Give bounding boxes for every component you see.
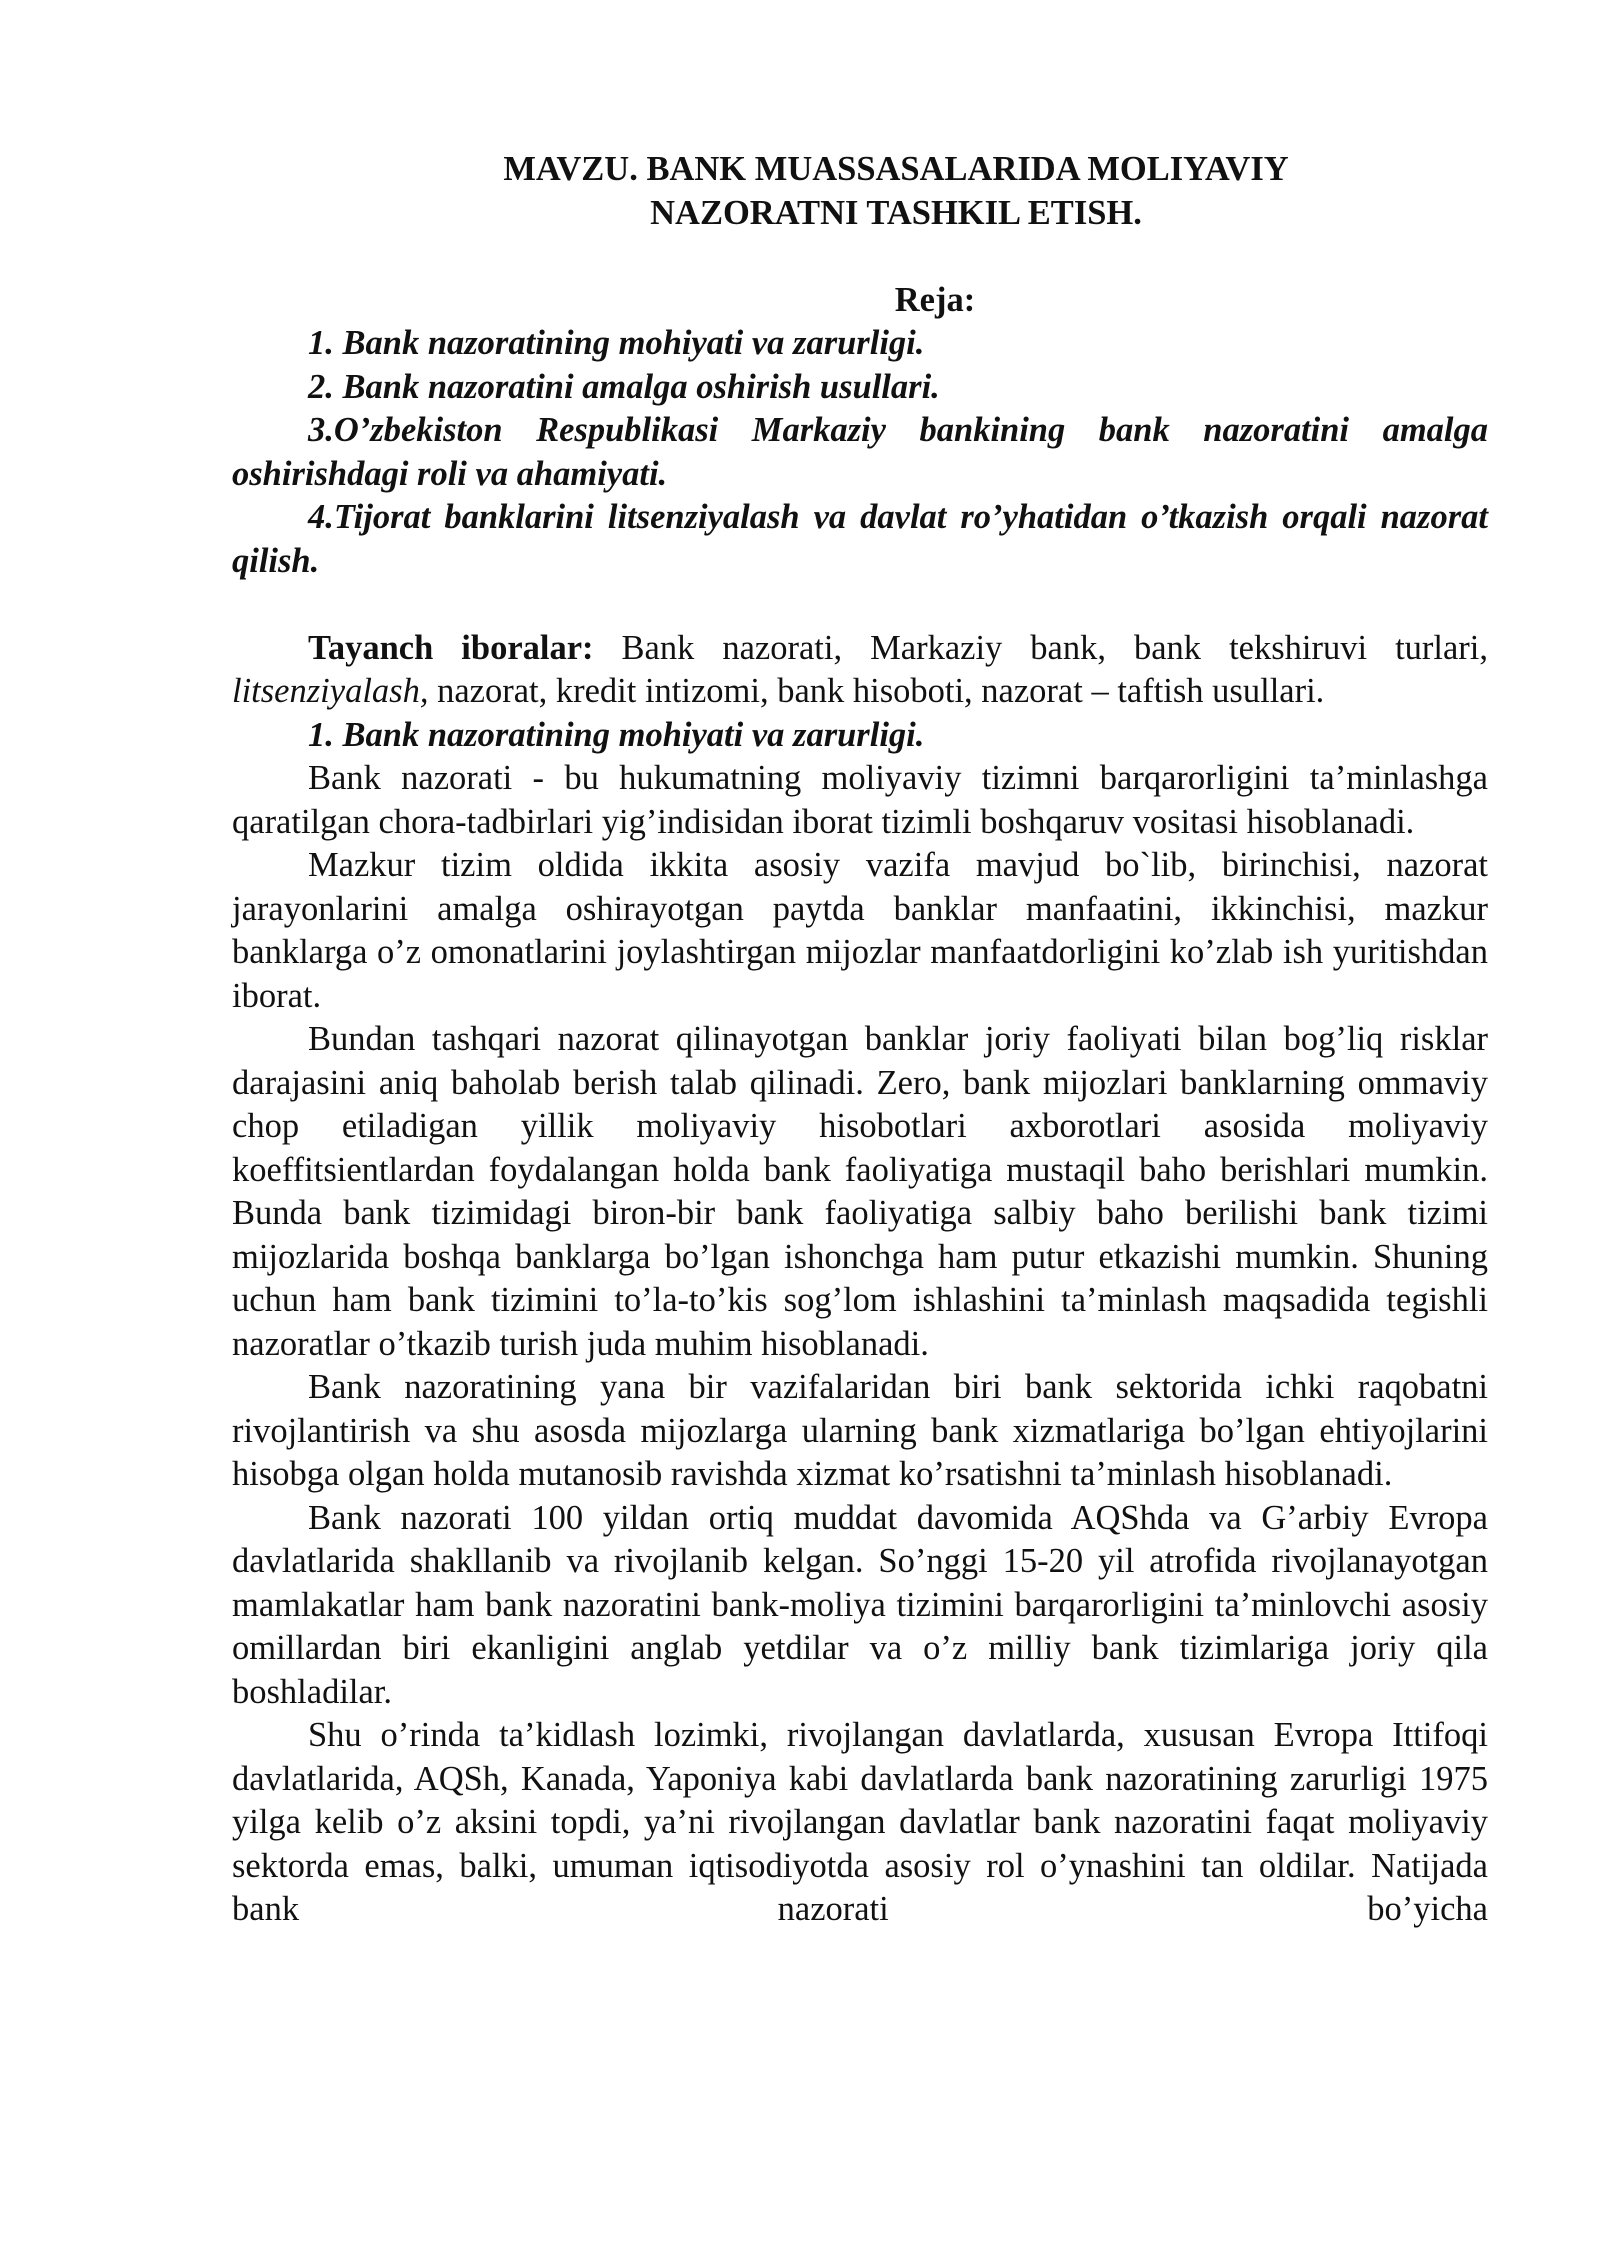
body-paragraph-3: Bundan tashqari nazorat qilinayotgan banklar joriy faoliyati bilan bog’liq risklar darajasini aniq baholab berish talab qilinadi. Zero, bank mijozlari banklarning ommaviy chop etiladigan yillik moliyaviy hisobotlari axborotlari asosida moliyaviy koeffitsientlardan foydalangan holda bank faoliyatiga mustaqil baho berishlari mumkin. Bunda bank tizimidagi biron-bir bank faoliyatiga salbiy baho berilishi bank tizimi mijozlarida boshqa banklarga bo’lgan ishonchga ham putur etkazishi mumkin. Shuning uchun ham bank tizimini to’la-to’kis sog’lom ishlashini ta’minlash maqsadida tegishli nazoratlar o’tkazib turish juda muhim hisoblanadi. (232, 1020, 1488, 1363)
document-page (232, 148, 1488, 1932)
plan-item-1: 1. Bank nazoratining mohiyati va zarurligi. (308, 324, 925, 362)
title-line-1: MAVZU. BANK MUASSASALARIDA MOLIYAVIY (503, 150, 1289, 188)
plan-list (232, 322, 1488, 583)
section-heading: 1. Bank nazoratining mohiyati va zarurligi. (308, 715, 925, 754)
body-paragraph-2: Mazkur tizim oldida ikkita asosiy vazifa mavjud bo`lib, birinchisi, nazorat jarayonlarini amalga oshirayotgan paytda banklar manfaatini, ikkinchisi, mazkur banklarga o’z omonatlarini joylashtirgan mijozlar manfaatdorligini ko’zlab ish yuritishdan iborat. (232, 846, 1488, 1015)
spacer (232, 235, 1488, 279)
keywords-label: Tayanch iboralar: (308, 628, 594, 667)
keywords-text-2: nazorat, kredit intizomi, bank hisoboti, nazorat – taftish usullari. (428, 672, 1325, 710)
body-paragraph-6: Shu o’rinda ta’kidlash lozimki, rivojlangan davlatlarda, xususan Evropa Ittifoqi davlatlarida, AQSh, Kanada, Yaponiya kabi davlatlarda bank nazoratining zarurligi 1975 yilga kelib o’z aksini topdi, ya’ni rivojlangan davlatlar bank nazoratini faqat moliyaviy sektorda emas, balki, umuman iqtisodiyotda asosiy rol o’ynashini tan oldilar. Natijada bank nazorati bo’yicha (232, 1716, 1488, 1928)
title-line-2: NAZORATNI TASHKIL ETISH. (650, 193, 1142, 232)
spacer (232, 583, 1488, 627)
body-paragraph-5: Bank nazorati 100 yildan ortiq muddat davomida AQShda va G’arbiy Evropa davlatlarida shakllanib va rivojlanib kelgan. So’nggi 15-20 yil atrofida rivojlanayotgan mamlakatlar ham bank nazoratini bank-moliya tizimini barqarorligini ta’minlovchi asosiy omillardan biri ekanligini anglab yetdilar va o’z milliy bank tizimlariga joriy qila boshladilar. (232, 1498, 1488, 1711)
body-paragraph-1: Bank nazorati - bu hukumatning moliyaviy tizimni barqarorligini ta’minlashga qaratilgan chora-tadbirlari yig’indisidan iborat tizimli boshqaruv vositasi hisoblanadi. (232, 759, 1488, 841)
plan-heading: Reja: (894, 280, 976, 319)
keywords-text-1: Bank nazorati, Markaziy bank, bank tekshiruvi turlari, (593, 628, 1488, 667)
document-title (304, 148, 1488, 235)
plan-item-4: 4.Tijorat banklarini litsenziyalash va davlat ro’yhatidan o’tkazish orqali nazorat qilish. (232, 498, 1488, 580)
plan-item-2: 2. Bank nazoratini amalga oshirish usullari. (308, 367, 940, 406)
keywords-italic-term: litsenziyalash, (232, 672, 429, 710)
plan-item-3: 3.O’zbekiston Respublikasi Markaziy bankining bank nazoratini amalga oshirishdagi roli va ahamiyati. (232, 411, 1488, 493)
body-paragraph-4: Bank nazoratining yana bir vazifalaridan biri bank sektorida ichki raqobatni rivojlantirish va shu asosda mijozlarga ularning bank xizmatlariga bo’lgan ehtiyojlarini hisobga olgan holda mutanosib ravishda xizmat ko’rsatishni ta’minlash hisoblanadi. (232, 1368, 1488, 1493)
keywords-paragraph (232, 627, 1488, 714)
